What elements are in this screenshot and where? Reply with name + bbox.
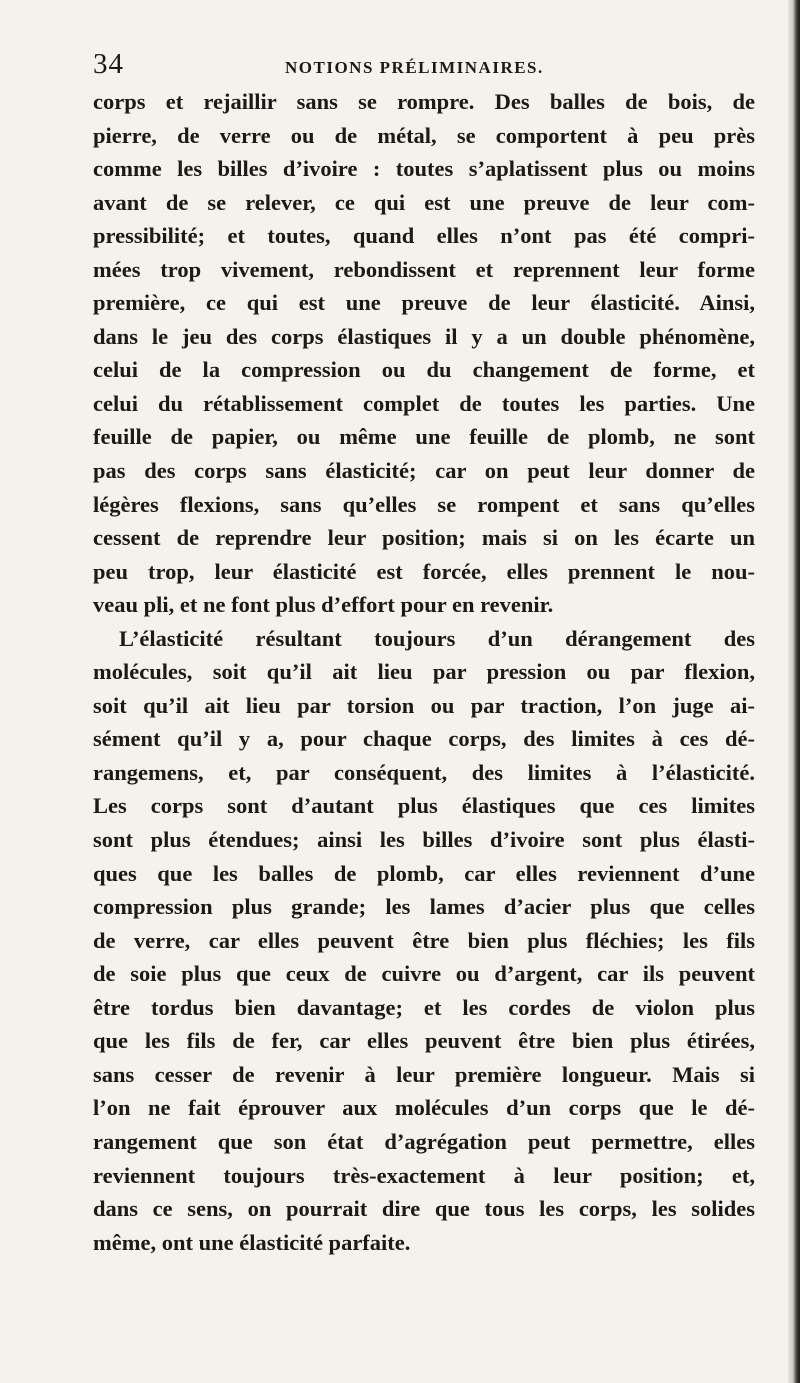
text-line: ques que les balles de plomb, car elles reviennent d’une bbox=[93, 860, 755, 886]
text-line: dans ce sens, on pourrait dire que tous les corps, les solides bbox=[93, 1196, 755, 1222]
running-title: NOTIONS PRÉLIMINAIRES. bbox=[285, 58, 544, 77]
page-header bbox=[93, 48, 753, 88]
text-line: reviennent toujours très-exactement à leur position; et, bbox=[93, 1162, 755, 1188]
text-line: l’on ne fait éprouver aux molécules d’un corps que le dé- bbox=[93, 1095, 755, 1121]
text-line: compression plus grande; les lames d’acier plus que celles bbox=[93, 894, 755, 920]
text-line: être tordus bien davantage; et les cordes de violon plus bbox=[93, 994, 755, 1020]
text-line: pas des corps sans élasticité; car on peut leur donner de bbox=[93, 458, 755, 484]
text-line: rangemens, et, par conséquent, des limites à l’élasticité. bbox=[93, 759, 755, 785]
text-line: sont plus étendues; ainsi les billes d’ivoire sont plus élasti- bbox=[93, 827, 755, 853]
text-line: celui du rétablissement complet de toutes les parties. Une bbox=[93, 390, 755, 416]
text-line: que les fils de fer, car elles peuvent être bien plus étirées, bbox=[93, 1028, 755, 1054]
text-line: de soie plus que ceux de cuivre ou d’argent, car ils peuvent bbox=[93, 961, 755, 987]
text-line: celui de la compression ou du changement de forme, et bbox=[93, 357, 755, 383]
paragraph-start-line: L’élasticité résultant toujours d’un dérangement des bbox=[119, 625, 755, 651]
text-line: feuille de papier, ou même une feuille de plomb, ne sont bbox=[93, 424, 755, 450]
text-line: pressibilité; et toutes, quand elles n’ont pas été compri- bbox=[93, 223, 755, 249]
text-line: mées trop vivement, rebondissent et reprennent leur forme bbox=[93, 256, 755, 282]
text-line: avant de se relever, ce qui est une preuve de leur com- bbox=[93, 189, 755, 215]
page-edge-shadow bbox=[788, 0, 800, 1383]
text-line: de verre, car elles peuvent être bien plus fléchies; les fils bbox=[93, 927, 755, 953]
paragraph-end-line: même, ont une élasticité parfaite. bbox=[93, 1229, 411, 1255]
text-line: peu trop, leur élasticité est forcée, elles prennent le nou- bbox=[93, 558, 755, 584]
text-line: corps et rejaillir sans se rompre. Des balles de bois, de bbox=[93, 89, 755, 114]
text-line: soit qu’il ait lieu par torsion ou par traction, l’on juge ai- bbox=[93, 692, 755, 718]
text-line: rangement que son état d’agrégation peut permettre, elles bbox=[93, 1128, 755, 1154]
text-line: première, ce qui est une preuve de leur élasticité. Ainsi, bbox=[93, 290, 755, 316]
text-line: cessent de reprendre leur position; mais si on les écarte un bbox=[93, 525, 755, 551]
text-line: Les corps sont d’autant plus élastiques que ces limites bbox=[93, 793, 755, 819]
text-line: sément qu’il y a, pour chaque corps, des limites à ces dé- bbox=[93, 726, 755, 752]
text-line: légères flexions, sans qu’elles se rompent et sans qu’elles bbox=[93, 491, 755, 517]
text-line: sans cesser de revenir à leur première longueur. Mais si bbox=[93, 1061, 755, 1087]
text-line: molécules, soit qu’il ait lieu par pression ou par flexion, bbox=[93, 659, 755, 685]
body-text bbox=[93, 85, 755, 1259]
text-line: comme les billes d’ivoire : toutes s’aplatissent plus ou moins bbox=[93, 156, 755, 182]
text-line: dans le jeu des corps élastiques il y a un double phénomène, bbox=[93, 323, 755, 349]
page-number: 34 bbox=[93, 48, 124, 80]
paragraph-end-line: veau pli, et ne font plus d’effort pour en revenir. bbox=[93, 592, 554, 618]
text-line: pierre, de verre ou de métal, se comportent à peu près bbox=[93, 122, 755, 148]
